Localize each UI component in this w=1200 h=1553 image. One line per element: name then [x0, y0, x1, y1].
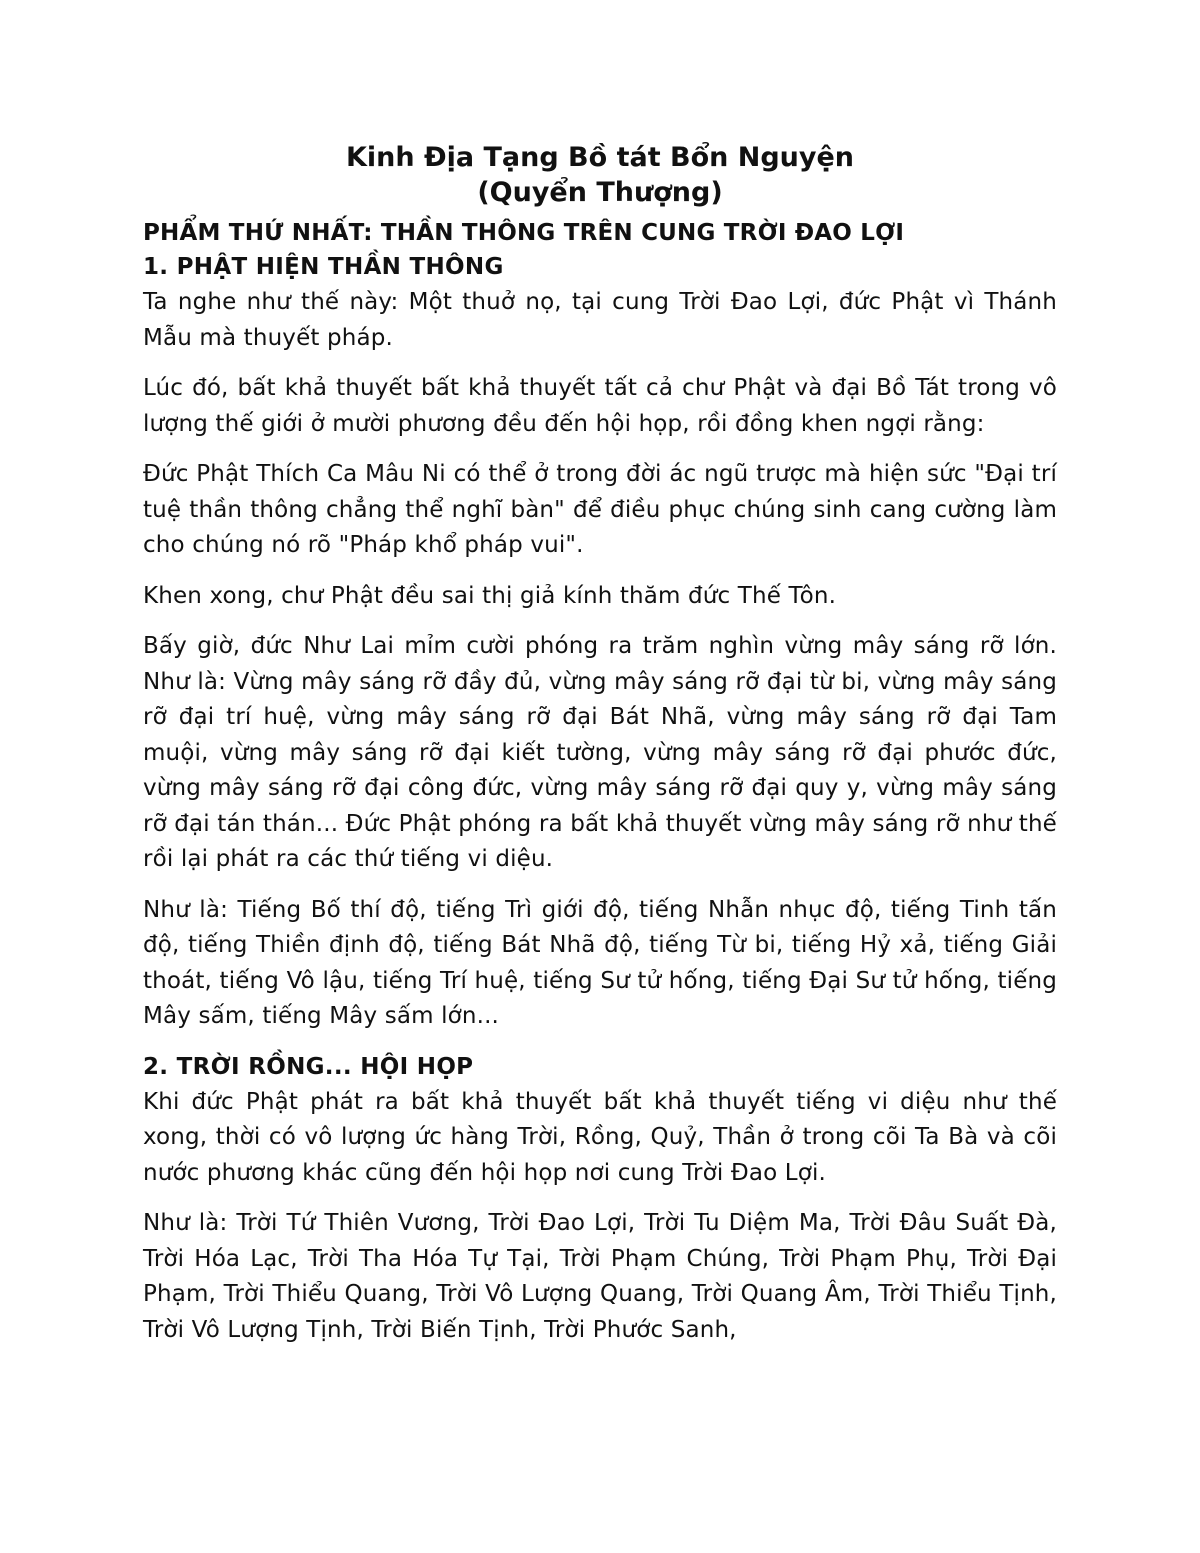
document-title: Kinh Địa Tạng Bồ tát Bổn Nguyện	[345, 142, 855, 173]
paragraph: Ta nghe như thế này: Một thuở nọ, tại cung Trời Đao Lợi, đức Phật vì Thánh Mẫu mà thuyết pháp.	[143, 289, 1057, 351]
section-1-heading: 1. PHẬT HIỆN THẦN THÔNG	[143, 254, 504, 280]
document-subtitle: (Quyển Thượng)	[477, 177, 723, 208]
paragraph: Bấy giờ, đức Như Lai mỉm cười phóng ra trăm nghìn vừng mây sáng rỡ lớn. Như là: Vừng mây sáng rỡ đầy đủ, vừng mây sáng rỡ đại từ bi, vừng mây sáng rỡ đại trí huệ, vừng mây sáng rỡ đại Bát Nhã, vừng mây sáng rỡ đại Tam muội, vừng mây sáng rỡ đại kiết tường, vừng mây sáng rỡ đại phước đức, vừng mây sáng rỡ đại công đức, vừng mây sáng rỡ đại quy y, vừng mây sáng rỡ đại tán thán... Đức Phật phóng ra bất khả thuyết vừng mây sáng rỡ như thế rồi lại phát ra các thứ tiếng vi diệu.	[143, 633, 1057, 872]
document-page	[143, 140, 1057, 1348]
paragraph: Đức Phật Thích Ca Mâu Ni có thể ở trong đời ác ngũ trược mà hiện sức "Đại trí tuệ thần thông chẳng thể nghĩ bàn" để điều phục chúng sinh cang cường làm cho chúng nó rõ "Pháp khổ pháp vui".	[143, 461, 1057, 558]
chapter-heading: PHẨM THỨ NHẤT: THẦN THÔNG TRÊN CUNG TRỜI ĐAO LỢI	[143, 220, 905, 246]
paragraph: Như là: Tiếng Bố thí độ, tiếng Trì giới độ, tiếng Nhẫn nhục độ, tiếng Tinh tấn độ, tiếng Thiền định độ, tiếng Bát Nhã độ, tiếng Từ bi, tiếng Hỷ xả, tiếng Giải thoát, tiếng Vô lậu, tiếng Trí huệ, tiếng Sư tử hống, tiếng Đại Sư tử hống, tiếng Mây sấm, tiếng Mây sấm lớn...	[143, 896, 1057, 1029]
paragraph: Khen xong, chư Phật đều sai thị giả kính thăm đức Thế Tôn.	[143, 582, 837, 609]
paragraph: Khi đức Phật phát ra bất khả thuyết bất khả thuyết tiếng vi diệu như thế xong, thời có vô lượng ức hàng Trời, Rồng, Quỷ, Thần ở trong cõi Ta Bà và cõi nước phương khác cũng đến hội họp nơi cung Trời Đao Lợi.	[143, 1088, 1057, 1186]
paragraph: Như là: Trời Tứ Thiên Vương, Trời Đao Lợi, Trời Tu Diệm Ma, Trời Đâu Suất Đà, Trời Hóa Lạc, Trời Tha Hóa Tự Tại, Trời Phạm Chúng, Trời Phạm Phụ, Trời Đại Phạm, Trời Thiểu Quang, Trời Vô Lượng Quang, Trời Quang Âm, Trời Thiểu Tịnh, Trời Vô Lượng Tịnh, Trời Biến Tịnh, Trời Phước Sanh,	[143, 1210, 1057, 1343]
paragraph: Lúc đó, bất khả thuyết bất khả thuyết tất cả chư Phật và đại Bồ Tát trong vô lượng thế giới ở mười phương đều đến hội họp, rồi đồng khen ngợi rằng:	[143, 375, 1057, 437]
section-2-heading: 2. TRỜI RỒNG... HỘI HỌP	[143, 1053, 474, 1080]
